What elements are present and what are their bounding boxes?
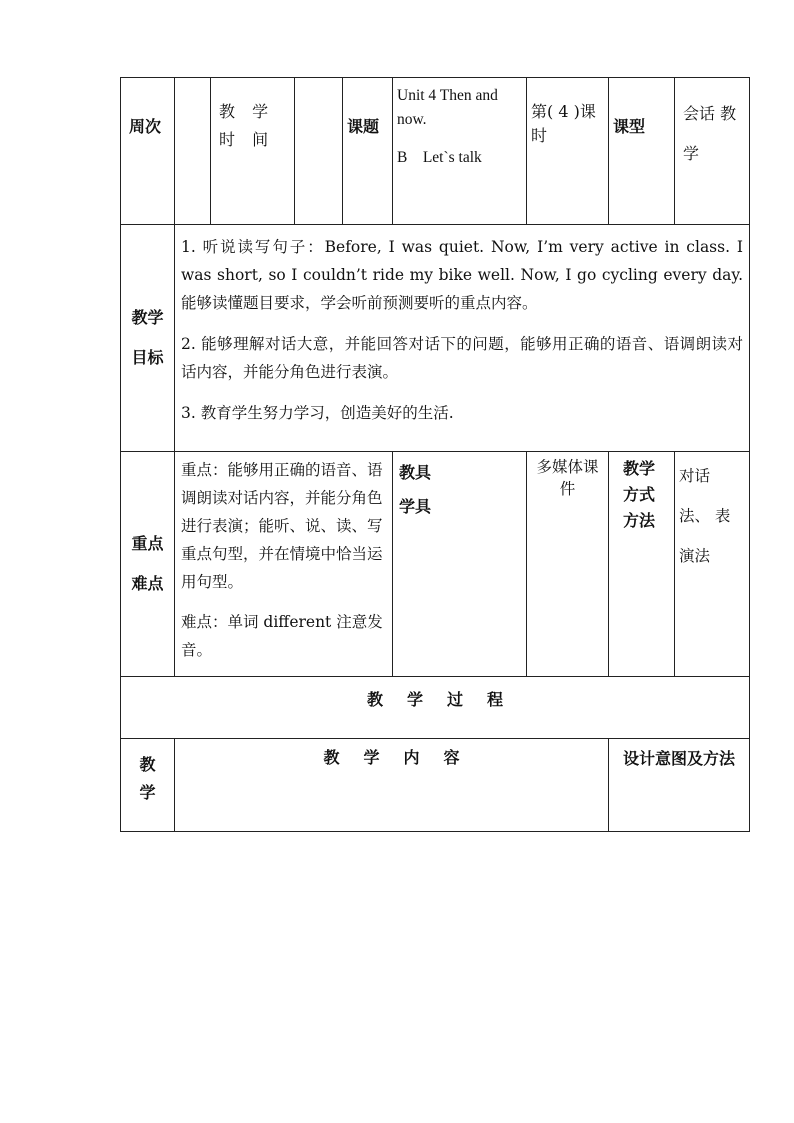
- teaching-method-value: [675, 452, 750, 677]
- teaching-time-value: [295, 78, 343, 225]
- content-row-label-text: 教学: [139, 755, 156, 802]
- process-title: 教学过程: [121, 677, 750, 739]
- teaching-tools-label: [393, 452, 527, 677]
- header-row: [121, 78, 750, 225]
- lesson-type-label: 课型: [609, 78, 675, 225]
- lesson-plan-sheet: [120, 77, 749, 832]
- topic-label: 课题: [343, 78, 393, 225]
- goal-item-3: 3. 教育学生努力学习，创造美好的生活.: [181, 404, 454, 422]
- difficult-point-text: 难点：单词 different 注意发音。: [181, 613, 383, 659]
- goals-content: [175, 225, 750, 452]
- week-label: 周次: [121, 78, 175, 225]
- keypoints-row: [121, 452, 750, 677]
- lesson-type-value: 会话 教学: [675, 78, 750, 225]
- content-header-row: [121, 739, 750, 832]
- goal-item-2: 2. 能够理解对话大意，并能回答对话下的问题，能够用正确的语音、语调朗读对话内容，并能分角色进行表演。: [181, 335, 743, 381]
- teaching-method-label: [609, 452, 675, 677]
- keypoints-content: [175, 452, 393, 677]
- content-row-label: [121, 739, 175, 832]
- goal-item-1: 1. 听说读写句子：Before, I was quiet. Now, I’m very active in class. I was short, so I couldn’t ride my bike well. Now, I go cycling every day. 能够读懂题目要求，学会听前预测要听的重点内容。: [181, 238, 743, 312]
- keypoints-label: 重点 难点: [121, 452, 175, 677]
- design-intent-title: 设计意图及方法: [609, 739, 750, 832]
- key-point-text: 重点：能够用正确的语音、语调朗读对话内容，并能分角色进行表演；能听、说、读、写重点句型，并在情境中恰当运用句型。: [181, 461, 383, 591]
- process-row: [121, 677, 750, 739]
- teaching-method-label-text: 教学 方式 方法: [623, 459, 656, 530]
- teaching-method-value-text: 对话法、 表演法: [679, 467, 731, 565]
- topic-title: Unit 4 Then and now.: [397, 87, 498, 128]
- topic-section: B Let`s talk: [397, 149, 482, 166]
- week-value: [175, 78, 211, 225]
- goals-row: [121, 225, 750, 452]
- lesson-plan-table: [120, 77, 750, 832]
- teaching-tools-label-text: 教具 学具: [399, 463, 432, 516]
- teaching-time-label: 教 学 时 间: [211, 78, 295, 225]
- content-title: 教学内容: [175, 739, 609, 832]
- topic-cell: [393, 78, 527, 225]
- goals-label: 教学 目标: [121, 225, 175, 452]
- teaching-tools-value: 多媒体课件: [527, 452, 609, 677]
- lesson-period: 第( 4 )课时: [527, 78, 609, 225]
